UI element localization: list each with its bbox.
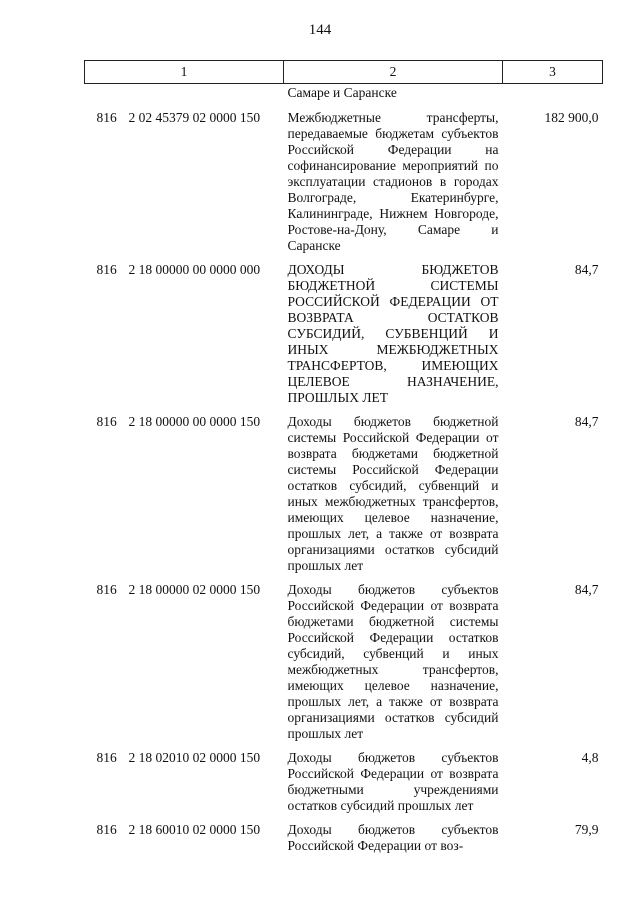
table-row <box>85 819 603 854</box>
table-row <box>85 259 603 411</box>
admin-code: 816 <box>96 110 117 125</box>
table-header-row <box>85 61 603 84</box>
admin-code: 816 <box>96 414 117 429</box>
row-amount: 4,8 <box>581 750 599 765</box>
row-name: Доходы бюджетов бюджетной системы Российской Федерации от возврата бюджетами бюджетной системы Российской Федерации остатков субсидий, субвенций и иных межбюджетных трансфертов, имеющих целевое назначение, прошлых лет, а также от возврата организациями остатков субсидий прошлых лет <box>287 414 499 573</box>
row-code-cell <box>85 819 284 854</box>
row-name: Доходы бюджетов субъектов Российской Федерации от возврата бюджетами бюджетной системы Российской Федерации остатков субсидий, субвенций и иных межбюджетных трансфертов, имеющих целевое назначение, прошлых лет, а также от возврата организациями остатков субсидий прошлых лет <box>287 582 499 741</box>
header-col-3: 3 <box>503 61 603 84</box>
budget-table-grid <box>84 60 603 854</box>
row-code-cell <box>85 84 284 108</box>
table-row <box>85 579 603 747</box>
row-code-cell <box>85 747 284 819</box>
header-col-2: 2 <box>284 61 503 84</box>
budget-code: 2 18 00000 00 0000 000 <box>128 262 261 277</box>
admin-code: 816 <box>96 822 117 837</box>
budget-code: 2 18 00000 00 0000 150 <box>128 414 261 429</box>
row-amount: 84,7 <box>574 414 599 429</box>
row-name: Самаре и Саранске <box>287 85 397 100</box>
budget-code: 2 18 60010 02 0000 150 <box>128 822 261 837</box>
page-number: 144 <box>308 22 332 38</box>
row-code-cell <box>85 107 284 259</box>
row-name: Межбюджетные трансферты, передаваемые бюджетам субъектов Российской Федерации на софинансирование мероприятий по эксплуатации стадионов в городах Волгограде, Екатеринбурге, Калининграде, Нижнем Новгороде, Ростове-на-Дону, Самаре и Саранске <box>287 110 499 253</box>
row-amount: 79,9 <box>574 822 599 837</box>
row-amount: 84,7 <box>574 582 599 597</box>
row-name: Доходы бюджетов субъектов Российской Федерации от возврата бюджетными учреждениями остатков субсидий прошлых лет <box>287 750 499 813</box>
admin-code: 816 <box>96 262 117 277</box>
row-name: ДОХОДЫ БЮДЖЕТОВ БЮДЖЕТНОЙ СИСТЕМЫ РОССИЙСКОЙ ФЕДЕРАЦИИ ОТ ВОЗВРАТА ОСТАТКОВ СУБСИДИЙ, СУБВЕНЦИЙ И ИНЫХ МЕЖБЮДЖЕТНЫХ ТРАНСФЕРТОВ, ИМЕЮЩИХ ЦЕЛЕВОЕ НАЗНАЧЕНИЕ, ПРОШЛЫХ ЛЕТ <box>287 262 499 405</box>
budget-code: 2 02 45379 02 0000 150 <box>128 110 261 125</box>
row-amount: 182 900,0 <box>544 110 599 125</box>
table-row <box>85 84 603 108</box>
row-code-cell <box>85 411 284 579</box>
budget-table <box>84 60 602 854</box>
budget-code: 2 18 02010 02 0000 150 <box>128 750 261 765</box>
budget-code: 2 18 00000 02 0000 150 <box>128 582 261 597</box>
row-code-cell <box>85 259 284 411</box>
row-code-cell <box>85 579 284 747</box>
table-row <box>85 747 603 819</box>
row-amount: 84,7 <box>574 262 599 277</box>
row-name: Доходы бюджетов субъектов Российской Федерации от воз- <box>287 822 499 853</box>
table-row <box>85 411 603 579</box>
admin-code: 816 <box>96 750 117 765</box>
admin-code: 816 <box>96 582 117 597</box>
row-amount <box>503 84 603 108</box>
header-col-1: 1 <box>85 61 284 84</box>
table-row <box>85 107 603 259</box>
